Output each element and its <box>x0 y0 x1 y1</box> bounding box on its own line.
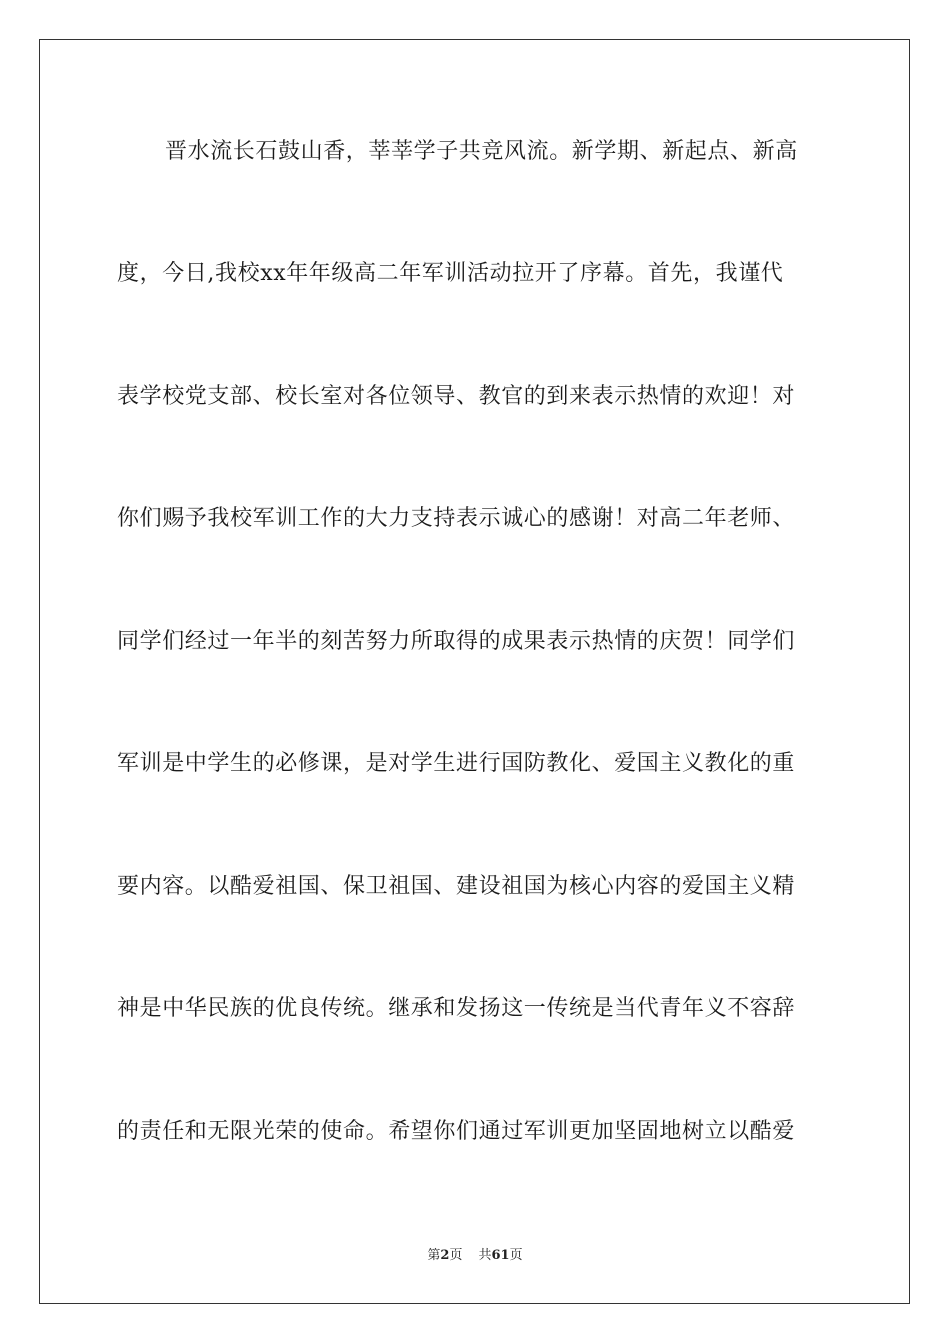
paragraph-line: 神是中华民族的优良传统。继承和发扬这一传统是当代青年义不容辞 <box>117 996 796 1021</box>
total-prefix: 共 <box>478 1248 492 1263</box>
paragraph-line: 同学们经过一年半的刻苦努力所取得的成果表示热情的庆贺！同学们 <box>117 629 796 654</box>
total-pages: 61 <box>491 1248 510 1263</box>
page-suffix: 页 <box>449 1248 463 1263</box>
paragraph-line: 你们赐予我校军训工作的大力支持表示诚心的感谢！对高二年老师、 <box>117 506 796 531</box>
paragraph-line: 度，今日,我校xx年年级高二年军训活动拉开了序幕。首先，我谨代 <box>117 261 784 286</box>
page-footer <box>0 1247 950 1265</box>
total-suffix: 页 <box>509 1248 523 1263</box>
page-border <box>39 39 910 1304</box>
page-number: 2 <box>440 1248 450 1263</box>
paragraph-line: 的责任和无限光荣的使命。希望你们通过军训更加坚固地树立以酷爱 <box>117 1119 796 1144</box>
paragraph-line: 晋水流长石鼓山香，莘莘学子共竞风流。新学期、新起点、新高 <box>165 139 798 164</box>
paragraph-line: 要内容。以酷爱祖国、保卫祖国、建设祖国为核心内容的爱国主义精 <box>117 874 796 899</box>
paragraph-line: 表学校党支部、校长室对各位领导、教官的到来表示热情的欢迎！对 <box>117 384 796 409</box>
page-prefix: 第 <box>427 1248 441 1263</box>
paragraph-line: 军训是中学生的必修课，是对学生进行国防教化、爱国主义教化的重 <box>117 751 796 776</box>
